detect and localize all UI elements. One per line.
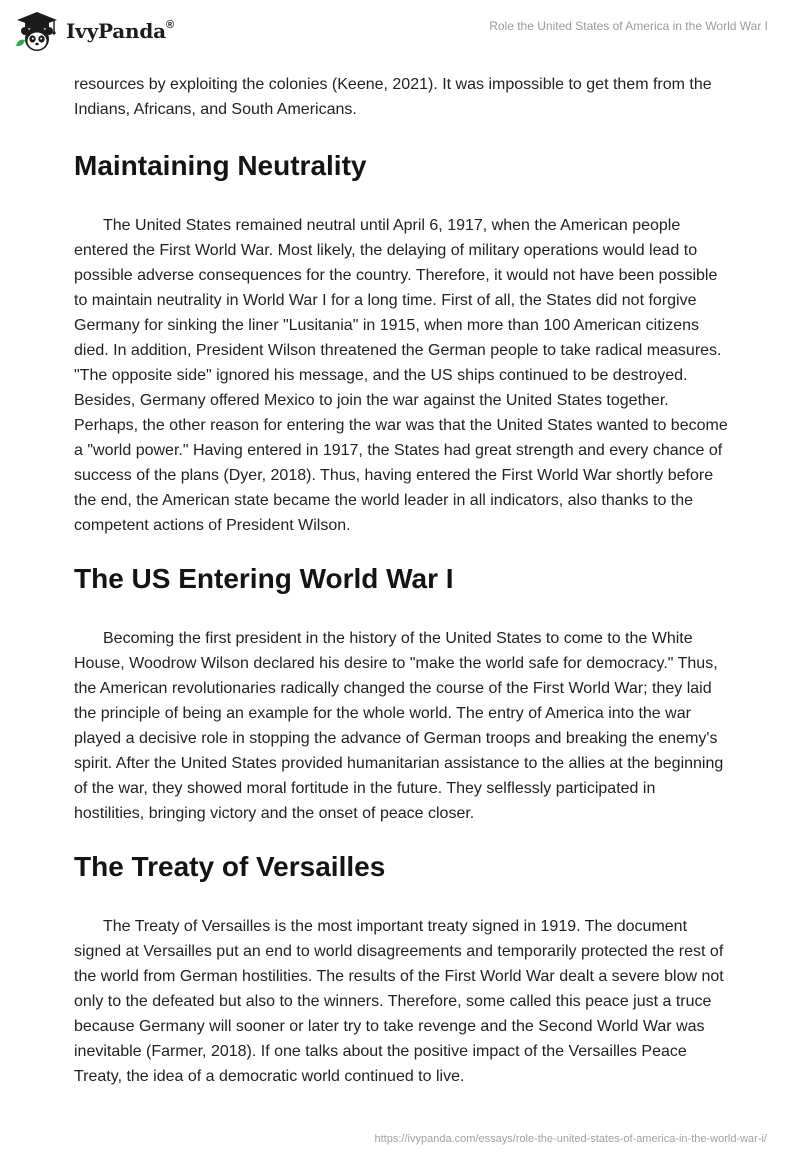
brand-name-text: IvyPanda	[66, 19, 166, 43]
section-paragraph-neutrality: The United States remained neutral until April 6, 1917, when the American people entered the First World War. Most likely, the delaying of military operations would lead to possible adverse consequences for the country. Therefore, it would not have been possible to maintain neutrality in World War I for a long time. First of all, the States did not forgive Germany for sinking the liner "Lusitania" in 1915, when more than 100 American citizens died. In addition, President Wilson threatened the German people to take radical measures. "The opposite side" ignored his message, and the US ships continued to be destroyed. Besides, Germany offered Mexico to join the war against the United States together. Perhaps, the other reason for entering the war was that the United States wanted to become a "world power." Having entered in 1917, the States had great strength and every chance of success of the plans (Dyer, 2018). Thus, having entered the First World War shortly before the end, the American state became the world leader in all indicators, also thanks to the competent actions of President Wilson.	[74, 217, 728, 534]
section-heading-versailles: The Treaty of Versailles	[74, 851, 386, 882]
source-url[interactable]: https://ivypanda.com/essays/role-the-united-states-of-america-in-the-world-war-i/	[374, 1133, 767, 1145]
section-heading-neutrality: Maintaining Neutrality	[74, 150, 367, 181]
document-title: Role the United States of America in the World War I	[489, 19, 768, 33]
page-header	[0, 0, 800, 62]
registered-mark: ®	[165, 19, 174, 32]
panda-logo-icon	[14, 10, 60, 52]
brand-name	[66, 19, 174, 43]
essay-content	[74, 72, 730, 1089]
section-paragraph-versailles: The Treaty of Versailles is the most important treaty signed in 1919. The document signed at Versailles put an end to world disagreements and temporarily protected the rest of the world from German hostilities. The results of the First World War dealt a severe blow not only to the defeated but also to the winners. Therefore, some called this peace just a truce because Germany will sooner or later try to take revenge and the Second World War was inevitable (Farmer, 2018). If one talks about the positive impact of the Versailles Peace Treaty, the idea of a democratic world continued to live.	[74, 918, 724, 1085]
intro-paragraph: resources by exploiting the colonies (Keene, 2021). It was impossible to get them from the Indians, Africans, and South Americans.	[74, 76, 712, 118]
section-heading-us-entering: The US Entering World War I	[74, 563, 454, 594]
section-paragraph-us-entering: Becoming the first president in the history of the United States to come to the White House, Woodrow Wilson declared his desire to "make the world safe for democracy." Thus, the American revolutionaries radically changed the course of the First World War; they laid the principle of being an example for the whole world. The entry of America into the war played a decisive role in stopping the advance of German troops and breaking the enemy's spirit. After the United States provided humanitarian assistance to the allies at the beginning of the war, they showed moral fortitude in the future. They selflessly participated in hostilities, bringing victory and the onset of peace closer.	[74, 630, 724, 822]
brand-logo[interactable]	[14, 8, 174, 54]
